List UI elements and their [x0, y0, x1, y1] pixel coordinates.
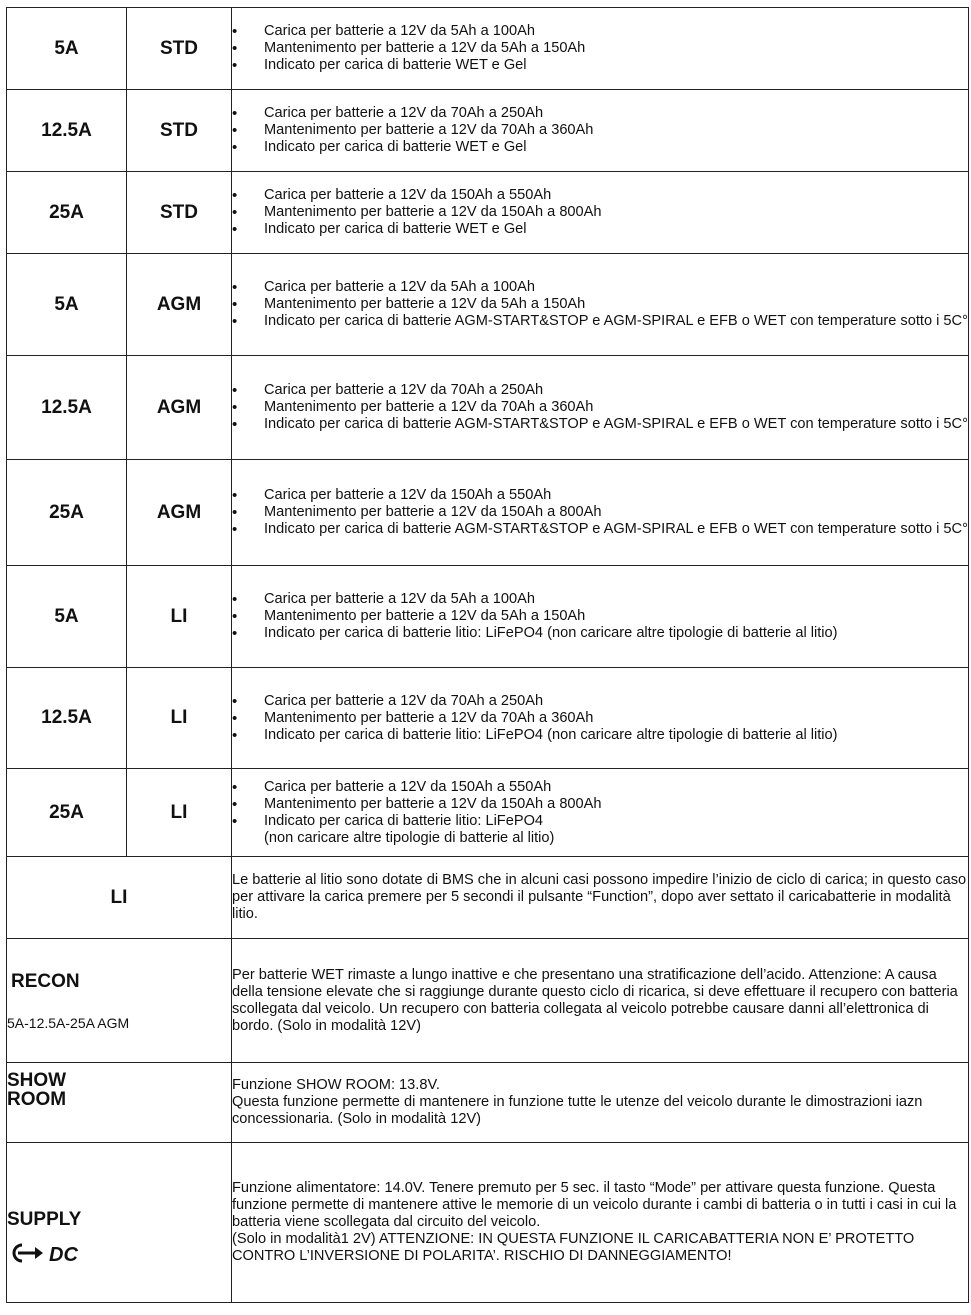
bullet-item: • Mantenimento per batterie a 12V da 150Ah a 800Ah	[232, 504, 968, 521]
mode-description: Per batterie WET rimaste a lungo inattive e che presentano una stratificazione dell’acido. Attenzione: A causa della tensione elevate che si raggiunge durante questo ciclo di ricarica, si deve effettuare il recupero con batteria scollegata dal veicolo. Un recupero con batteria collegata al veicolo potrebbe causare danni all’elettronica di bordo. (Solo in modalità 12V)	[232, 939, 969, 1063]
mode-description: Questa funzione permette di mantenere in funzione tutte le utenze del veicolo durante le dimostrazioni iazn concessionaria. (Solo in modalità 12V)	[232, 1094, 923, 1127]
bullet-item: • Mantenimento per batterie a 12V da 5Ah a 150Ah	[232, 40, 968, 57]
mode-cell-showroom	[7, 1063, 232, 1143]
bullet-item: • Carica per batterie a 12V da 5Ah a 100Ah	[232, 591, 968, 608]
bullet-item: • Indicato per carica di batterie AGM-START&STOP e AGM-SPIRAL e EFB o WET con temperature sotto i 5C°	[232, 313, 968, 330]
description-cell	[232, 254, 969, 356]
bullet-item: • Carica per batterie a 12V da 70Ah a 250Ah	[232, 693, 968, 710]
bullet-item: • Carica per batterie a 12V da 150Ah a 550Ah	[232, 187, 968, 204]
current-cell: 25A	[7, 172, 127, 254]
battery-mode-table	[6, 7, 969, 1303]
table-row	[7, 769, 969, 857]
bullet-item: • Mantenimento per batterie a 12V da 150Ah a 800Ah	[232, 796, 968, 813]
showroom-voltage: Funzione SHOW ROOM: 13.8V.	[232, 1077, 440, 1093]
table-row	[7, 8, 969, 90]
table-row	[7, 254, 969, 356]
description-cell	[232, 769, 969, 857]
bullet-list	[232, 279, 968, 330]
current-cell: 5A	[7, 566, 127, 668]
description-cell	[232, 90, 969, 172]
mode-row-supply	[7, 1143, 969, 1303]
mode-title: SUPPLY	[7, 1208, 82, 1230]
bullet-item: • Indicato per carica di batterie WET e Gel	[232, 221, 968, 238]
table-row	[7, 172, 969, 254]
current-cell: 25A	[7, 769, 127, 857]
battery-type-cell: STD	[127, 90, 232, 172]
bullet-item: • Mantenimento per batterie a 12V da 150Ah a 800Ah	[232, 204, 968, 221]
bullet-list	[232, 23, 968, 74]
bullet-item: • Indicato per carica di batterie AGM-START&STOP e AGM-SPIRAL e EFB o WET con temperature sotto i 5C°	[232, 521, 968, 538]
current-cell: 5A	[7, 8, 127, 90]
mode-description-cell	[232, 1143, 969, 1303]
table-body	[7, 8, 969, 1303]
bullet-item: • Mantenimento per batterie a 12V da 5Ah a 150Ah	[232, 296, 968, 313]
mode-title-line2: ROOM	[7, 1089, 67, 1110]
dc-label: DC	[49, 1243, 78, 1266]
table-row	[7, 460, 969, 566]
battery-type-cell: AGM	[127, 254, 232, 356]
battery-type-cell: STD	[127, 8, 232, 90]
bullet-item: • Indicato per carica di batterie litio: LiFePO4 (non caricare altre tipologie di batterie al litio)	[232, 625, 968, 642]
current-cell: 12.5A	[7, 668, 127, 769]
mode-row-recon	[7, 939, 969, 1063]
bullet-list	[232, 187, 968, 238]
battery-type-cell: STD	[127, 172, 232, 254]
mode-subtitle: 5A-12.5A-25A AGM	[7, 1014, 130, 1031]
bullet-list	[232, 382, 968, 433]
bullet-item: • Indicato per carica di batterie litio: LiFePO4 (non caricare altre tipologie di batterie al litio)	[232, 727, 968, 744]
current-cell: 12.5A	[7, 356, 127, 460]
current-cell: 25A	[7, 460, 127, 566]
battery-type-cell: AGM	[127, 356, 232, 460]
bullet-item: (non caricare altre tipologie di batterie al litio)	[264, 829, 555, 846]
bullet-item: • Mantenimento per batterie a 12V da 70Ah a 360Ah	[232, 710, 968, 727]
bullet-list	[232, 487, 968, 538]
description-cell	[232, 460, 969, 566]
bullet-item: • Mantenimento per batterie a 12V da 70Ah a 360Ah	[232, 399, 968, 416]
current-cell: 5A	[7, 254, 127, 356]
bullet-item: • Indicato per carica di batterie WET e Gel	[232, 139, 968, 156]
bullet-list	[232, 591, 968, 642]
mode-description: Le batterie al litio sono dotate di BMS che in alcuni casi possono impedire l’inizio de ciclo di carica; in questo caso per attivare la carica premere per 5 secondi il pulsante “Function”, dopo aver settato il caricabatterie in modalità litio.	[232, 857, 969, 939]
mode-row-showroom	[7, 1063, 969, 1143]
mode-cell-recon	[7, 939, 232, 1063]
bullet-item: • Carica per batterie a 12V da 150Ah a 550Ah	[232, 779, 968, 796]
bullet-list	[232, 105, 968, 156]
description-cell	[232, 8, 969, 90]
mode-title: LI	[7, 857, 232, 939]
bullet-item: • Carica per batterie a 12V da 70Ah a 250Ah	[232, 382, 968, 399]
mode-description: Funzione alimentatore: 14.0V. Tenere premuto per 5 sec. il tasto “Mode” per attivare questa funzione. Questa funzione permette di mantenere attive le memorie di un veicolo durante i cambi di batteria o in tutti i casi in cui la batteria viene scollegata dal circuito del veicolo.	[232, 1180, 957, 1230]
plug-arrow-dc-icon	[7, 1239, 103, 1267]
battery-type-cell: AGM	[127, 460, 232, 566]
current-cell: 12.5A	[7, 90, 127, 172]
description-cell	[232, 172, 969, 254]
bullet-list	[232, 779, 968, 847]
mode-title: RECON	[11, 970, 80, 992]
description-cell	[232, 356, 969, 460]
battery-type-cell: LI	[127, 668, 232, 769]
bullet-item: • Indicato per carica di batterie AGM-START&STOP e AGM-SPIRAL e EFB o WET con temperature sotto i 5C°	[232, 416, 968, 433]
mode-cell-supply	[7, 1143, 232, 1303]
description-cell	[232, 566, 969, 668]
bullet-list	[232, 693, 968, 744]
description-cell	[232, 668, 969, 769]
bullet-item: • Carica per batterie a 12V da 5Ah a 100Ah	[232, 23, 968, 40]
mode-row-li-info	[7, 857, 969, 939]
mode-warning: (Solo in modalità1 2V) ATTENZIONE: IN QUESTA FUNZIONE IL CARICABATTERIA NON E’ PROTETTO CONTRO L’INVERSIONE DI POLARITA’. RISCHIO DI DANNEGGIAMENTO!	[232, 1231, 915, 1264]
bullet-item: • Carica per batterie a 12V da 150Ah a 550Ah	[232, 487, 968, 504]
table-row	[7, 90, 969, 172]
mode-title-line1: SHOW	[7, 1070, 67, 1091]
battery-type-cell: LI	[127, 566, 232, 668]
table-row	[7, 668, 969, 769]
mode-description-cell	[232, 1063, 969, 1143]
bullet-item: • Mantenimento per batterie a 12V da 70Ah a 360Ah	[232, 122, 968, 139]
bullet-item: • Indicato per carica di batterie litio: LiFePO4	[232, 813, 968, 830]
battery-type-cell: LI	[127, 769, 232, 857]
bullet-item: • Carica per batterie a 12V da 70Ah a 250Ah	[232, 105, 968, 122]
table-row	[7, 566, 969, 668]
table-row	[7, 356, 969, 460]
bullet-item: • Indicato per carica di batterie WET e Gel	[232, 57, 968, 74]
bullet-item: • Carica per batterie a 12V da 5Ah a 100Ah	[232, 279, 968, 296]
bullet-item: • Mantenimento per batterie a 12V da 5Ah a 150Ah	[232, 608, 968, 625]
